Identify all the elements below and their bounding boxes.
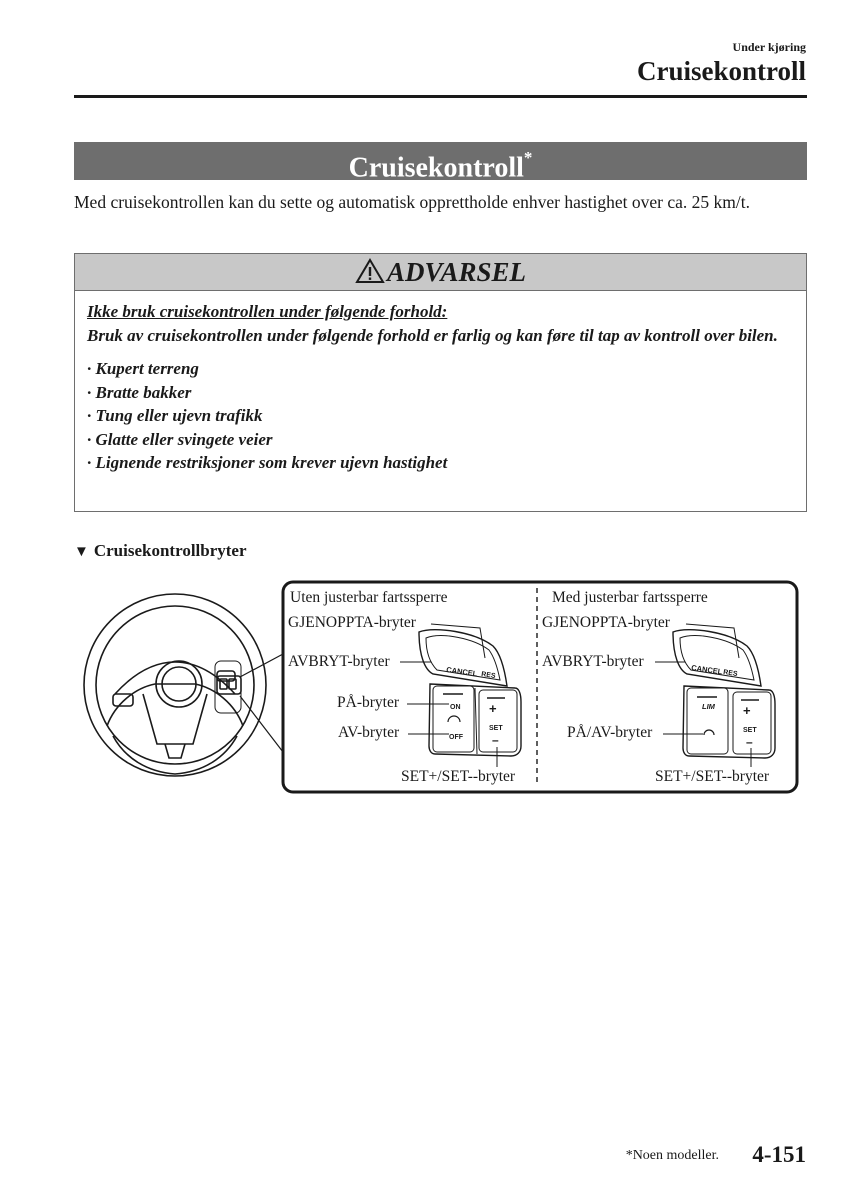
intro-paragraph: Med cruisekontrollen kan du sette og automatisk opprettholde enhver hastighet over ca. 25 km/t.	[74, 192, 751, 212]
list-item: · Bratte bakker	[87, 381, 794, 405]
res-button-text: RES	[480, 671, 496, 680]
footnote: *Noen modeller.	[625, 1148, 719, 1163]
steering-wheel-illustration	[84, 594, 266, 776]
header-divider	[74, 95, 807, 98]
minus-button-text: –	[492, 733, 499, 747]
label-onoff-switch: PÅ/AV-bryter	[567, 724, 653, 741]
list-item: · Tung eller ujevn trafikk	[87, 404, 794, 428]
subheading-text: Cruisekontrollbryter	[93, 541, 247, 560]
switch-figure	[75, 576, 800, 798]
set-button-text: SET	[489, 725, 503, 732]
page-number: 4-151	[752, 1142, 806, 1167]
list-item: · Glatte eller svingete veier	[87, 428, 794, 452]
triangle-down-icon: ▼	[74, 544, 89, 560]
subheading	[74, 541, 247, 561]
res-button-text: RES	[722, 669, 738, 678]
page-title: Cruisekontroll	[636, 56, 806, 86]
list-item: · Lignende restriksjoner som krever ujevn hastighet	[87, 451, 794, 475]
cancel-button-text: CANCEL	[445, 665, 478, 679]
warning-lead: Ikke bruk cruisekontrollen under følgende forhold:	[87, 302, 448, 321]
warning-list	[87, 357, 794, 475]
label-resume-switch: GJENOPPTA-bryter	[542, 614, 670, 631]
warning-box	[74, 253, 807, 512]
label-cancel-switch: AVBRYT-bryter	[288, 653, 390, 670]
figure-drawing	[75, 576, 800, 798]
off-button-text: OFF	[449, 734, 463, 741]
section-label: Under kjøring	[732, 40, 806, 54]
section-title-bar	[74, 142, 807, 184]
footnote-marker: *	[523, 148, 533, 167]
label-on-switch: PÅ-bryter	[337, 694, 399, 711]
warning-text: Bruk av cruisekontrollen under følgende forhold er farlig og kan føre til tap av kontroll over bilen.	[87, 325, 778, 345]
warning-heading: ADVARSEL	[386, 257, 527, 287]
right-panel-title: Med justerbar fartssperre	[552, 589, 708, 606]
warning-triangle-icon	[355, 258, 385, 284]
plus-button-text: +	[743, 703, 751, 718]
label-set-switch: SET+/SET--bryter	[655, 768, 770, 785]
cancel-button-text: CANCEL	[690, 663, 723, 677]
label-set-switch: SET+/SET--bryter	[401, 768, 516, 785]
minus-button-text: –	[746, 735, 753, 749]
section-title: Cruisekontroll	[348, 152, 524, 184]
set-button-text: SET	[743, 727, 757, 734]
warning-body	[75, 291, 806, 475]
list-item: · Kupert terreng	[87, 357, 794, 381]
label-off-switch: AV-bryter	[338, 724, 400, 741]
label-resume-switch: GJENOPPTA-bryter	[288, 614, 416, 631]
on-button-text: ON	[450, 704, 461, 711]
plus-button-text: +	[489, 701, 497, 716]
warning-header	[75, 254, 806, 291]
lim-button-text: LIM	[702, 702, 715, 711]
left-panel-title: Uten justerbar fartssperre	[290, 589, 448, 606]
label-cancel-switch: AVBRYT-bryter	[542, 653, 644, 670]
